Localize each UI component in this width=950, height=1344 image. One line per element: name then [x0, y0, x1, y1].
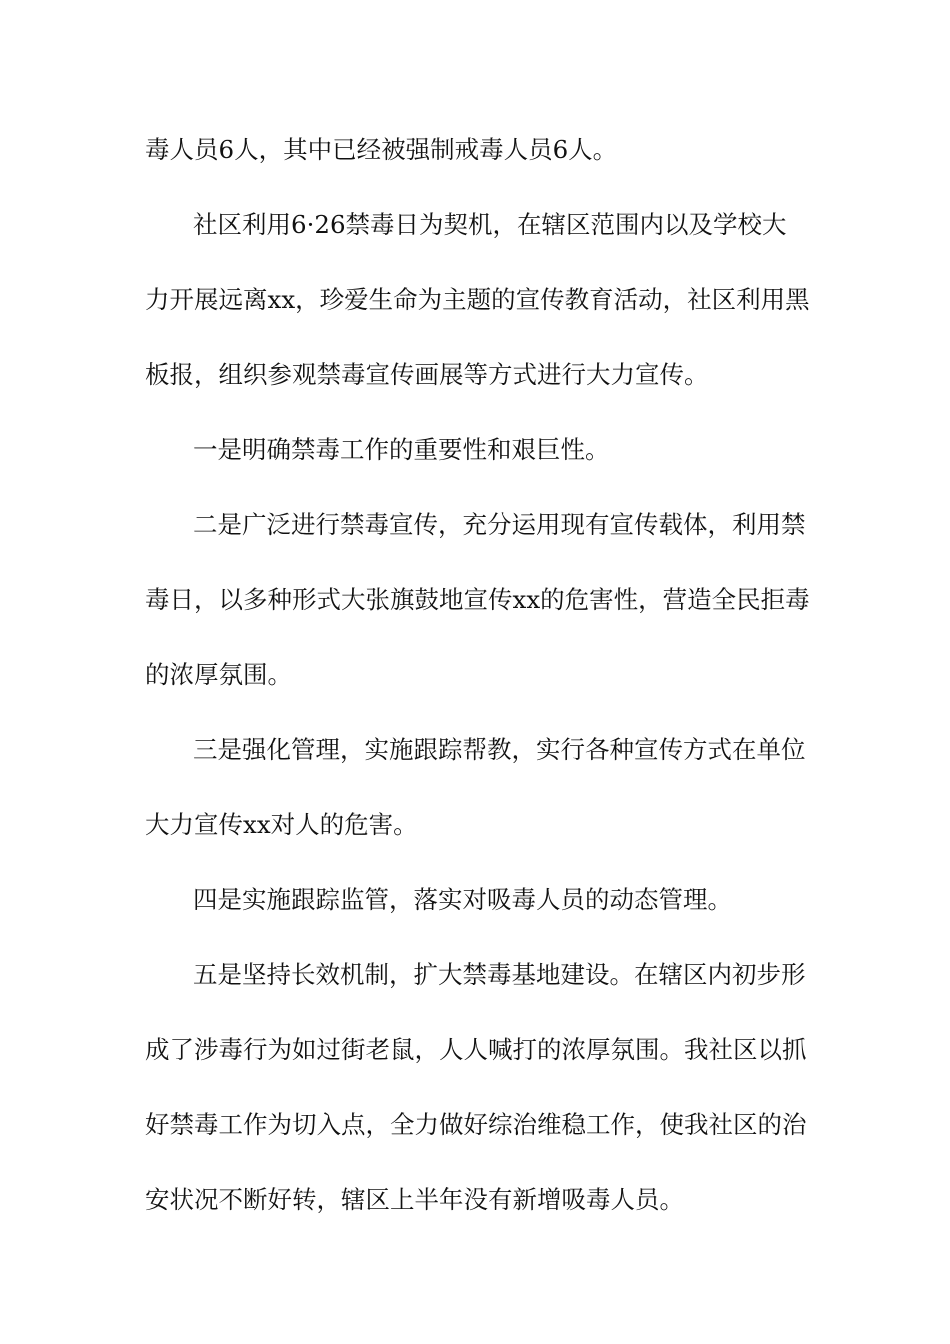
text-line: 四是实施跟踪监管，落实对吸毒人员的动态管理。 — [193, 885, 732, 914]
text-line: 成了涉毒行为如过街老鼠，人人喊打的浓厚氛围。我社区以抓 — [145, 1035, 807, 1064]
text-line: 安状况不断好转，辖区上半年没有新增吸毒人员。 — [145, 1185, 684, 1214]
text-line: 社区利用6·26禁毒日为契机，在辖区范围内以及学校大 — [193, 210, 787, 239]
text-line: 好禁毒工作为切入点，全力做好综治维稳工作，使我社区的治 — [145, 1110, 807, 1139]
text-line: 的浓厚氛围。 — [145, 660, 292, 689]
text-line: 五是坚持长效机制，扩大禁毒基地建设。在辖区内初步形 — [193, 960, 806, 989]
text-line: 毒人员6人，其中已经被强制戒毒人员6人。 — [145, 135, 618, 164]
text-line: 大力宣传xx对人的危害。 — [145, 810, 418, 839]
text-line: 板报，组织参观禁毒宣传画展等方式进行大力宣传。 — [145, 360, 709, 389]
text-line: 力开展远离xx，珍爱生命为主题的宣传教育活动，社区利用黑 — [145, 285, 810, 314]
text-line: 三是强化管理，实施跟踪帮教，实行各种宣传方式在单位 — [193, 735, 806, 764]
text-line: 一是明确禁毒工作的重要性和艰巨性。 — [193, 435, 610, 464]
text-line: 毒日，以多种形式大张旗鼓地宣传xx的危害性，营造全民拒毒 — [145, 585, 810, 614]
text-line: 二是广泛进行禁毒宣传，充分运用现有宣传载体，利用禁 — [193, 510, 806, 539]
